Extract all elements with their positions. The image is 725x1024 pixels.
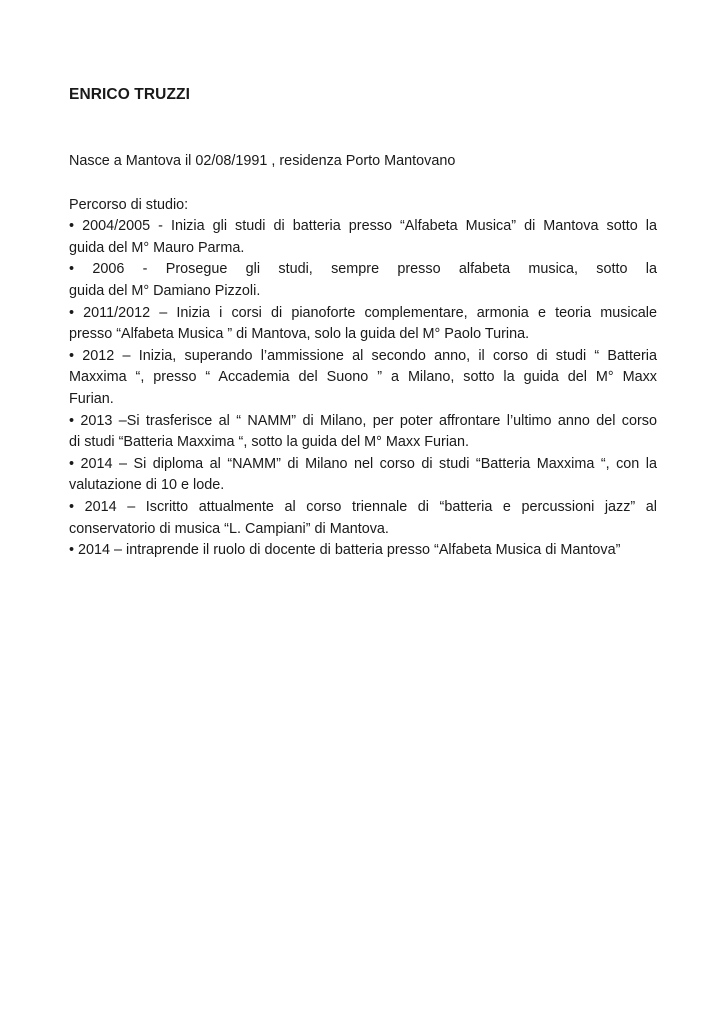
study-entry-line: • 2014 – Si diploma al “NAMM” di Milano nel corso di studi “Batteria Maxxima “, con la — [69, 455, 657, 472]
study-entry — [69, 411, 657, 454]
study-entries-list — [69, 216, 657, 562]
study-entry — [69, 216, 657, 259]
study-entry — [69, 497, 657, 540]
study-entry — [69, 259, 657, 302]
document-body — [69, 151, 657, 562]
study-entry-line: valutazione di 10 e lode. — [69, 477, 225, 494]
birth-info: Nasce a Mantova il 02/08/1991 , residenza Porto Mantovano — [69, 153, 456, 169]
study-entry-line: Maxxima “, presso “ Accademia del Suono ” a Milano, sotto la guida del M° Maxx — [69, 369, 657, 386]
person-name: ENRICO TRUZZI — [69, 86, 190, 103]
study-entry — [69, 540, 657, 562]
study-entry-line: guida del M° Mauro Parma. — [69, 239, 245, 256]
study-entry-line: • 2006 - Prosegue gli studi, sempre presso alfabeta musica, sotto la — [69, 261, 657, 278]
study-entry-line: • 2012 – Inizia, superando l’ammissione al secondo anno, il corso di studi “ Batteria — [69, 347, 657, 364]
study-entry-line: • 2013 –Si trasferisce al “ NAMM” di Milano, per poter affrontare l’ultimo anno del corso — [69, 412, 657, 429]
study-entry-line: • 2011/2012 – Inizia i corsi di pianoforte complementare, armonia e teoria musicale — [69, 304, 657, 321]
study-entry-line: • 2014 – Iscritto attualmente al corso triennale di “batteria e percussioni jazz” al — [69, 498, 657, 515]
study-entry — [69, 454, 657, 497]
study-entry-line: Furian. — [69, 390, 114, 407]
study-entry — [69, 346, 657, 411]
study-entry-line: • 2004/2005 - Inizia gli studi di batteria presso “Alfabeta Musica” di Mantova sotto la — [69, 218, 657, 235]
study-entry-line: presso “Alfabeta Musica ” di Mantova, solo la guida del M° Paolo Turina. — [69, 326, 530, 343]
study-entry — [69, 303, 657, 346]
study-entry-line: • 2014 – intraprende il ruolo di docente di batteria presso “Alfabeta Musica di Mantova” — [69, 542, 621, 559]
study-entry-line: guida del M° Damiano Pizzoli. — [69, 282, 261, 299]
study-entry-line: di studi “Batteria Maxxima “, sotto la guida del M° Maxx Furian. — [69, 434, 470, 451]
section-title: Percorso di studio: — [69, 196, 189, 213]
study-entry-line: conservatorio di musica “L. Campiani” di Mantova. — [69, 520, 389, 537]
